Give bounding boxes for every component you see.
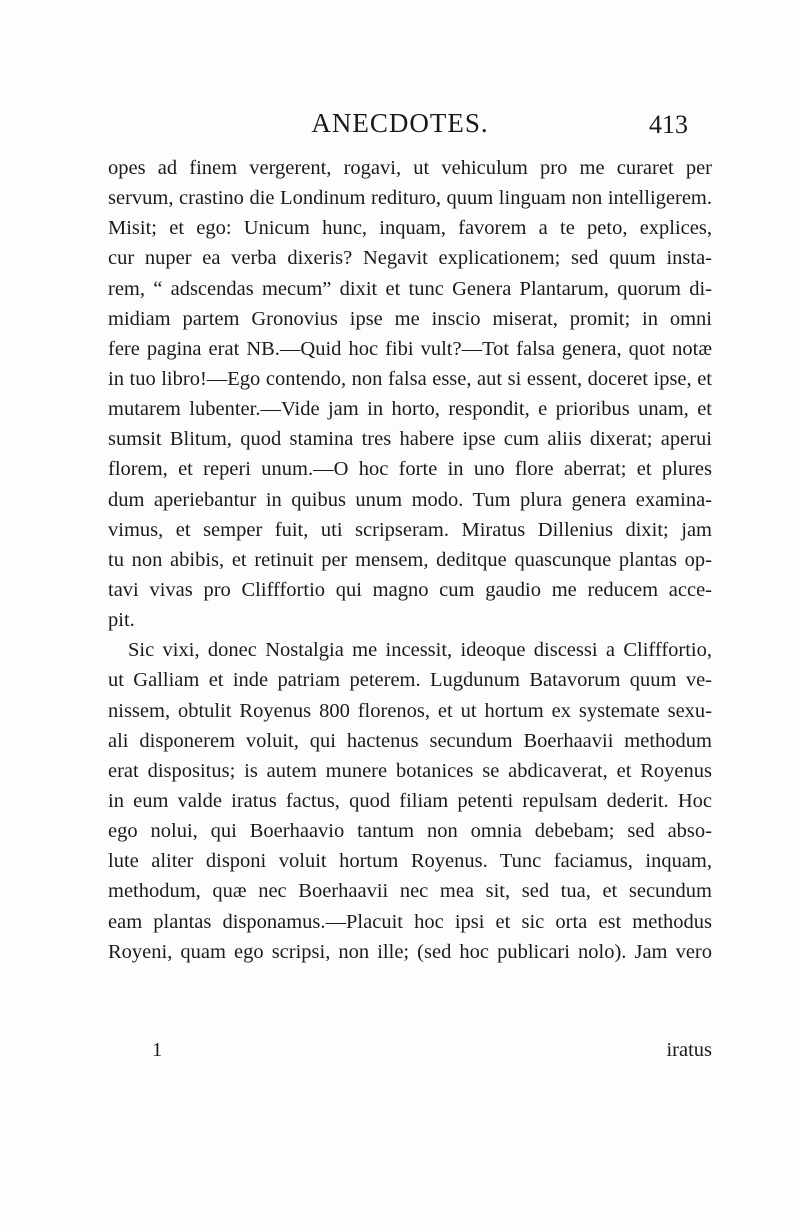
page-number: 413 <box>649 110 688 139</box>
text-line: lute aliter disponi voluit hortum Royenus. Tunc faciamus, inquam, <box>108 850 712 873</box>
text-line: cur nuper ea verba dixeris? Negavit explicationem; sed quum insta- <box>108 247 712 270</box>
text-line: mutarem lubenter.—Vide jam in horto, respondit, e prioribus unam, et <box>108 398 712 421</box>
text-line: sumsit Blitum, quod stamina tres habere ipse cum aliis dixerat; aperui <box>108 428 712 451</box>
text-line: vimus, et semper fuit, uti scripseram. Miratus Dillenius dixit; jam <box>108 518 712 541</box>
text-line: rem, “ adscendas mecum” dixit et tunc Genera Plantarum, quorum di- <box>108 277 712 300</box>
catchword: iratus <box>666 1039 712 1061</box>
text-line: midiam partem Gronovius ipse me inscio miserat, promit; in omni <box>108 307 712 330</box>
text-line: ali disponerem voluit, qui hactenus secundum Boerhaavii methodum <box>108 729 712 752</box>
text-line: nissem, obtulit Royenus 800 florenos, et ut hortum ex systemate sexu- <box>108 699 712 722</box>
body-text <box>108 153 712 967</box>
page-header <box>0 108 800 148</box>
text-line: Royeni, quam ego scripsi, non ille; (sed hoc publicari nolo). Jam vero <box>108 940 712 963</box>
text-line: pit. <box>108 609 135 632</box>
running-head: ANECDOTES. <box>311 108 489 138</box>
text-line: ut Galliam et inde patriam peterem. Lugdunum Batavorum quum ve- <box>108 669 712 692</box>
text-line: servum, crastino die Londinum redituro, quum linguam non intelligerem. <box>108 187 712 210</box>
text-line: tu non abibis, et retinuit per mensem, deditque quascunque plantas op- <box>108 548 712 571</box>
signature-mark: 1 <box>152 1039 163 1061</box>
page-footer <box>108 1039 712 1069</box>
text-line: in tuo libro!—Ego contendo, non falsa esse, aut si essent, doceret ipse, et <box>108 367 712 390</box>
text-line: Misit; et ego: Unicum hunc, inquam, favorem a te peto, explices, <box>108 217 712 240</box>
text-line: methodum, quæ nec Boerhaavii nec mea sit, sed tua, et secundum <box>108 880 712 903</box>
text-line: ego nolui, qui Boerhaavio tantum non omnia debebam; sed abso- <box>108 820 712 843</box>
text-line: fere pagina erat NB.—Quid hoc fibi vult?—Tot falsa genera, quot notæ <box>108 337 712 360</box>
text-line: dum aperiebantur in quibus unum modo. Tum plura genera examina- <box>108 488 712 511</box>
text-line: Sic vixi, donec Nostalgia me incessit, ideoque discessi a Clifffortio, <box>128 639 712 662</box>
text-line: in eum valde iratus factus, quod filiam petenti repulsam dederit. Hoc <box>108 789 712 812</box>
text-line: tavi vivas pro Clifffortio qui magno cum gaudio me reducem acce- <box>108 578 712 601</box>
text-line: florem, et reperi unum.—O hoc forte in uno flore aberrat; et plures <box>108 458 712 481</box>
text-line: opes ad finem vergerent, rogavi, ut vehiculum pro me curaret per <box>108 157 712 179</box>
text-line: erat dispositus; is autem munere botanices se abdicaverat, et Royenus <box>108 759 712 782</box>
text-line: eam plantas disponamus.—Placuit hoc ipsi et sic orta est methodus <box>108 910 712 933</box>
